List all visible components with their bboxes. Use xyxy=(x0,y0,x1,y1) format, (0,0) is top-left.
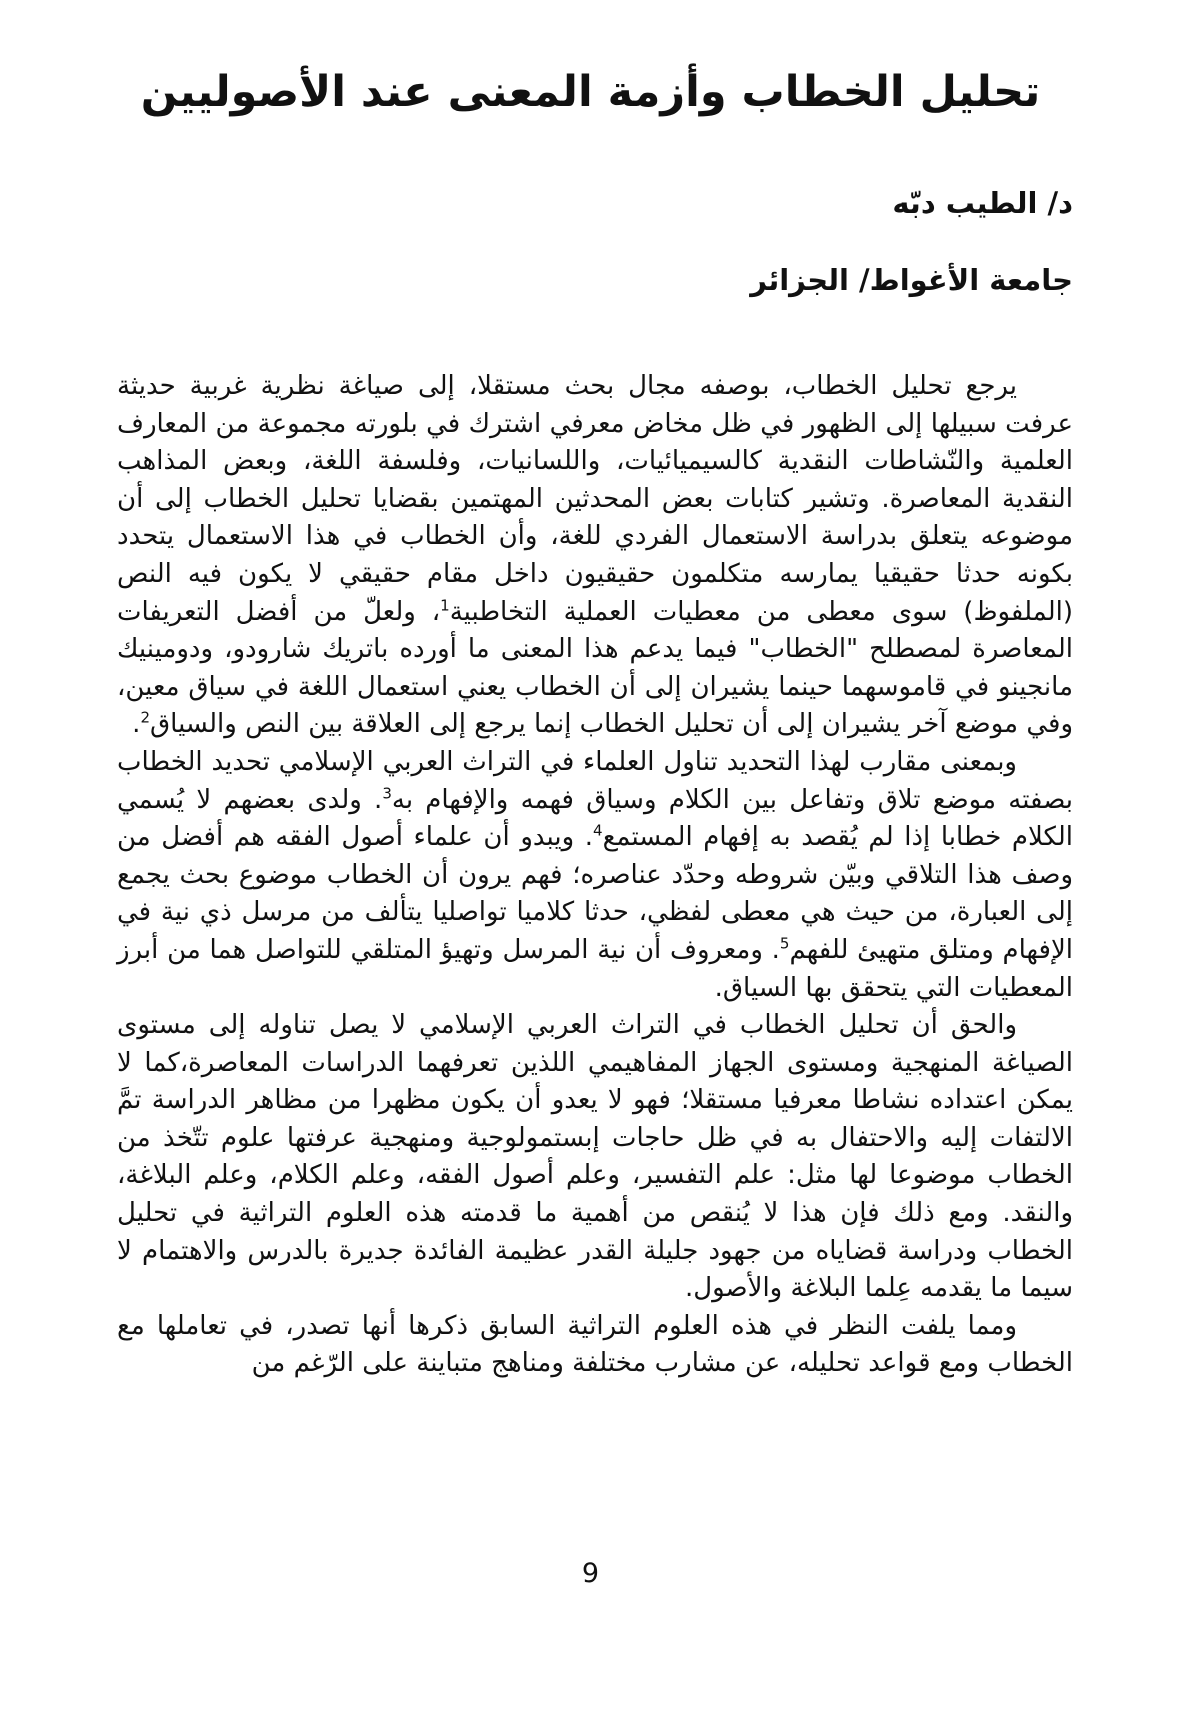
paragraph-2 xyxy=(117,744,1073,1007)
footnote-ref-5[interactable]: 5 xyxy=(779,934,790,953)
page-number: 9 xyxy=(581,1558,600,1589)
paragraph-1-text: يرجع تحليل الخطاب، بوصفه مجال بحث مستقلا، إلى صياغة نظرية غربية حديثة عرفت سبيلها إلى الظهور في ظل مخاض معرفي اشترك في بلورته مجموعة من المعارف العلمية والنّشاطات النقدية كالسيميائيات، واللسانيات، وفلسفة اللغة، وبعض المذاهب النقدية المعاصرة. وتشير كتابات بعض المحدثين المهتمين بقضايا تحليل الخطاب إلى أن موضوعه يتعلق بدراسة الاستعمال الفردي للغة، وأن الخطاب في هذا الاستعمال يتحدد بكونه حدثا حقيقيا يمارسه متكلمون حقيقيون داخل مقام حقيقي لا يكون فيه النص (الملفوظ) سوى معطى من معطيات العملية التخاطبية xyxy=(117,371,1073,627)
footnote-ref-3[interactable]: 3 xyxy=(382,783,392,802)
paragraph-2-text: . ومعروف أن نية المرسل وتهيؤ المتلقي للتواصل هما من أبرز المعطيات التي يتحقق بها السياق. xyxy=(117,934,1073,1003)
author-affiliation: جامعة الأغواط/ الجزائر xyxy=(750,263,1073,297)
paragraph-2-text: وبمعنى مقارب لهذا التحديد تناول العلماء في التراث العربي الإسلامي تحديد الخطاب بصفته موضع تلاق وتفاعل بين الكلام وسياق فهمه والإفهام به xyxy=(117,746,1073,815)
author-name: د/ الطيب دبّه xyxy=(892,186,1073,220)
paragraph-1-text: . xyxy=(132,709,141,740)
paragraph-2-text: . ولدى بعضهم لا يُسمي الكلام خطابا إذا لم يُقصد به إفهام المستمع xyxy=(117,784,1074,853)
paragraph-2-text: . ويبدو أن علماء أصول الفقه هم أفضل من وصف هذا التلاقي وبيّن شروطه وحدّد عناصره؛ فهم يرون أن الخطاب موضوع بحث يجمع إلى العبارة، من حيث هي معطى لفظي، حدثا كلاميا تواصليا يتألف من مرسل ذي نية في الإفهام ومتلق متهيئ للفهم xyxy=(117,822,1073,965)
paragraph-4-text: ومما يلفت النظر في هذه العلوم التراثية السابق ذكرها أنها تصدر، في تعاملها مع الخطاب ومع قواعد تحليله، عن مشارب مختلفة ومناهج متباينة على الرّغم من xyxy=(117,1310,1073,1379)
footnote-ref-4[interactable]: 4 xyxy=(593,821,603,840)
paragraph-3 xyxy=(117,1007,1073,1308)
body-text xyxy=(117,368,1073,1383)
footnote-ref-1[interactable]: 1 xyxy=(440,595,450,614)
paragraph-3-text: والحق أن تحليل الخطاب في التراث العربي الإسلامي لا يصل تناوله إلى مستوى الصياغة المنهجية ومستوى الجهاز المفاهيمي اللذين تعرفهما الدراسات المعاصرة،كما لا يمكن اعتداده نشاطا معرفيا مستقلا؛ فهو لا يعدو أن يكون مظهرا من مظاهر الدراسة تمَّ الالتفات إليه والاحتفال به في ظل حاجات إبستمولوجية ومنهجية عرفتها علوم تتّخذ من الخطاب موضوعا لها مثل: علم التفسير، وعلم أصول الفقه، وعلم الكلام، وعلم البلاغة، والنقد. ومع ذلك فإن هذا لا يُنقص من أهمية ما قدمته هذه العلوم التراثية في تحليل الخطاب ودراسة قضاياه من جهود جليلة القدر عظيمة الفائدة جديرة بالدرس والاهتمام لا سيما ما يقدمه عِلما البلاغة والأصول. xyxy=(117,1010,1073,1304)
paper-title: تحليل الخطاب وأزمة المعنى عند الأصوليين xyxy=(140,67,1041,117)
footnote-ref-2[interactable]: 2 xyxy=(140,708,150,727)
paragraph-1 xyxy=(117,368,1073,744)
paragraph-4 xyxy=(117,1308,1073,1383)
paragraph-1-text: ، ولعلّ من أفضل التعريفات المعاصرة لمصطلح "الخطاب" فيما يدعم هذا المعنى ما أورده باتريك شارودو، ودومينيك مانجينو في قاموسهما حينما يشيران إلى أن الخطاب يعني استعمال اللغة في سياق معين، وفي موضع آخر يشيران إلى أن تحليل الخطاب إنما يرجع إلى العلاقة بين النص والسياق xyxy=(117,596,1073,740)
